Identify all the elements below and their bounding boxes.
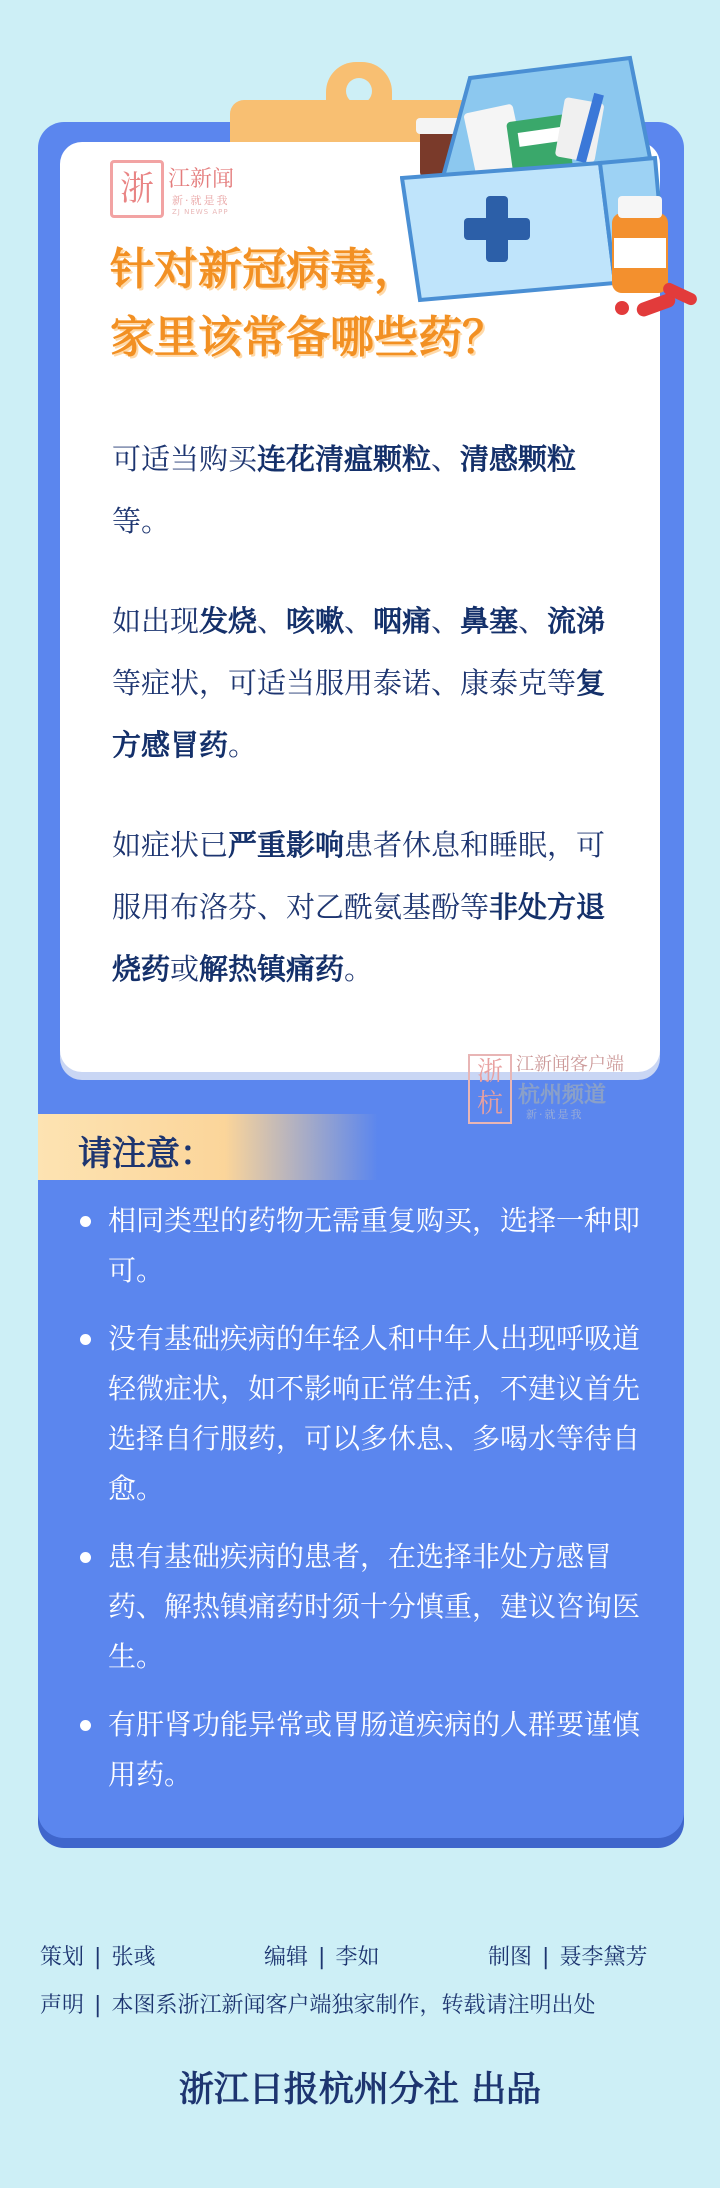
- note-text: 患有基础疾病的患者，在选择非处方感冒药、解热镇痛药时须十分慎重，建议咨询医生。: [108, 1540, 641, 1673]
- credit-designer: [488, 1934, 647, 1982]
- text: 、: [344, 604, 374, 638]
- credit-label: 编辑: [264, 1945, 309, 1970]
- credit-editor: [264, 1934, 488, 1982]
- list-item: [78, 1532, 650, 1682]
- credit-value: 聂李黛芳: [559, 1945, 648, 1970]
- notice-label: 请注意：: [78, 1134, 214, 1174]
- text: 如症状已: [112, 828, 229, 862]
- credit-value: 李如: [335, 1945, 380, 1970]
- highlight: 咽痛: [373, 604, 432, 638]
- text: 、: [257, 604, 287, 638]
- list-item: [78, 1700, 650, 1800]
- watermark-line-1: 江新闻客户端: [516, 1054, 624, 1075]
- highlight: 复方感冒药: [112, 666, 606, 762]
- credits: [40, 1934, 690, 2030]
- notes-list: [78, 1196, 650, 1818]
- publisher: 浙江日报杭州分社 出品: [178, 2070, 542, 2110]
- list-item: [78, 1314, 650, 1514]
- paragraph-tcm: [112, 428, 618, 552]
- list-item: [78, 1196, 650, 1296]
- text: 、: [431, 604, 461, 638]
- logo-mark: 浙: [110, 160, 164, 218]
- highlight: 严重影响: [228, 828, 345, 862]
- text: 患者休息和睡眠，可服用布洛芬、对乙酰氨基酚等: [112, 828, 606, 924]
- credit-statement: [40, 1982, 690, 2030]
- text: 等症状，可适当服用泰诺、康泰克等: [112, 666, 577, 700]
- note-text: 没有基础疾病的年轻人和中年人出现呼吸道轻微症状，如不影响正常生活，不建议首先选择自行服药，可以多休息、多喝水等待自愈。: [108, 1322, 641, 1505]
- text: 、: [518, 604, 548, 638]
- highlight: 连花清瘟颗粒: [257, 442, 432, 476]
- bullet-icon: [80, 1720, 91, 1731]
- logo-slogan: 新·就是我: [172, 194, 230, 207]
- credit-planner: [40, 1934, 264, 1982]
- credit-label: 制图: [488, 1945, 533, 1970]
- separator: |: [94, 1993, 102, 2018]
- bullet-icon: [80, 1216, 91, 1227]
- notice-banner: [38, 1114, 378, 1180]
- credit-label: 策划: [40, 1945, 85, 1970]
- highlight: 清感颗粒: [460, 442, 577, 476]
- logo-tiny: ZJ NEWS APP: [172, 208, 229, 216]
- text: 等。: [112, 504, 171, 538]
- watermark-line-2: 杭州频道: [518, 1083, 607, 1108]
- title-line-1: 针对新冠病毒，: [110, 244, 418, 295]
- highlight: 咳嗽: [286, 604, 345, 638]
- watermark-mark: 浙杭: [468, 1054, 512, 1124]
- paragraph-cold-medicine: [112, 590, 618, 776]
- title-line-2: 家里该常备哪些药？: [110, 312, 506, 363]
- credit-value: 张彧: [111, 1945, 156, 1970]
- text: 可适当购买: [112, 442, 258, 476]
- text: 或: [170, 952, 200, 986]
- credits-row: [40, 1934, 690, 1982]
- bullet-icon: [80, 1334, 91, 1345]
- zj-news-logo: [110, 158, 260, 220]
- watermark-line-3: 新·就是我: [526, 1108, 584, 1121]
- text: 如出现: [112, 604, 200, 638]
- separator: |: [94, 1945, 102, 1970]
- separator: |: [542, 1945, 550, 1970]
- credit-value: 本图系浙江新闻客户端独家制作，转载请注明出处: [111, 1993, 596, 2018]
- text: 。: [344, 952, 374, 986]
- highlight: 鼻塞: [460, 604, 519, 638]
- paragraph-fever-medicine: [112, 814, 618, 1000]
- note-text: 有肝肾功能异常或胃肠道疾病的人群要谨慎用药。: [108, 1708, 641, 1791]
- credit-label: 声明: [40, 1993, 85, 2018]
- text: 。: [228, 728, 258, 762]
- logo-name: 江新闻: [168, 167, 235, 192]
- hangzhou-channel-watermark: [468, 1048, 628, 1128]
- page-title: [110, 236, 506, 372]
- highlight: 非处方退烧药: [112, 890, 606, 986]
- highlight: 发烧: [199, 604, 258, 638]
- highlight: 流涕: [547, 604, 606, 638]
- bullet-icon: [80, 1552, 91, 1563]
- note-text: 相同类型的药物无需重复购买，选择一种即可。: [108, 1204, 641, 1287]
- text: 、: [431, 442, 461, 476]
- highlight: 解热镇痛药: [199, 952, 345, 986]
- separator: |: [318, 1945, 326, 1970]
